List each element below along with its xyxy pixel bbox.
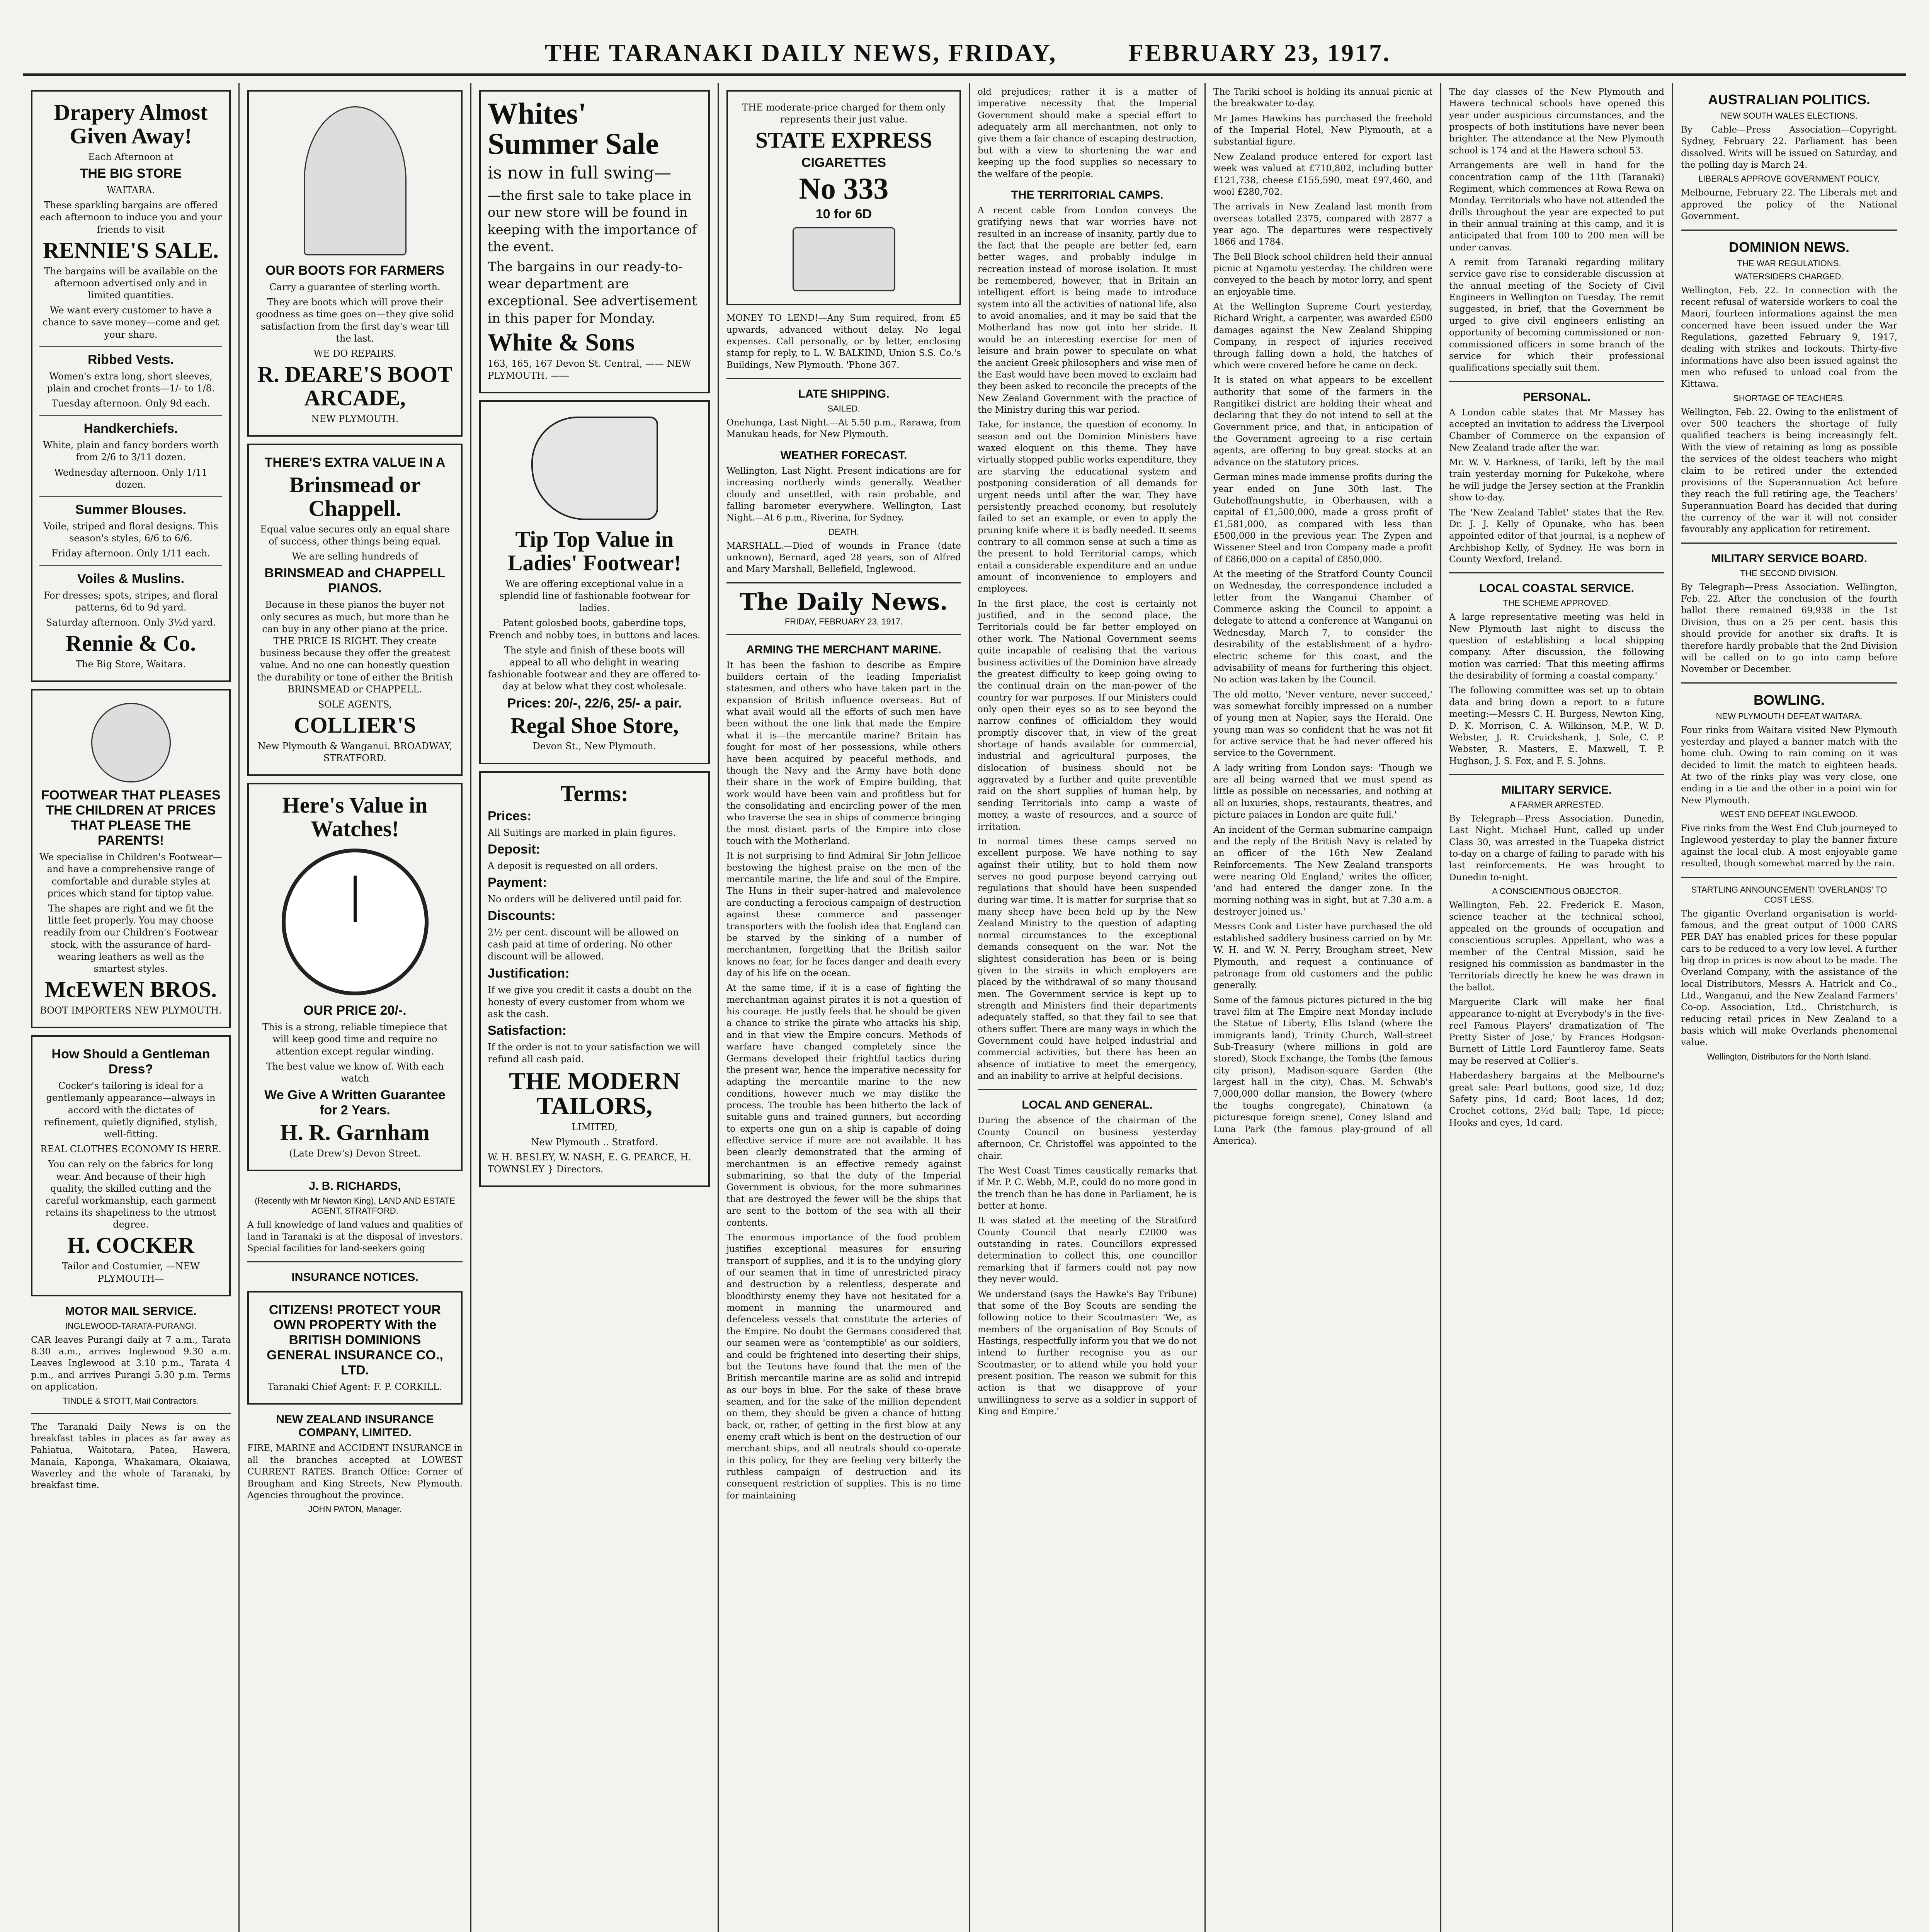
liberals-text: Melbourne, February 22. The Liberals met and approved the policy of the National Government. xyxy=(1681,188,1897,222)
west-end-head: WEST END DEFEAT INGLEWOOD. xyxy=(1720,810,1858,820)
rennie-sub: The Big Store, Waitara. xyxy=(76,659,186,670)
masthead-date: FEBRUARY 23, 1917. xyxy=(1128,39,1391,66)
terms-payment-text: No orders will be delivered until paid for. xyxy=(488,893,682,905)
news-item-8: German mines made immense profits during the year ended on June 30th last. The Gutehoffnungshutte, in Oberhausen, with a capital of £1,500,000, made a gross profit of £1,581,000, as compared with less than £500,000 in the previous year. The Zypen and Wissener Steel and Iron Company made a profit of £866,000 on a capital of £850,000. xyxy=(1213,472,1432,565)
farmer-arrested-sub: A FARMER ARRESTED. xyxy=(1510,799,1604,810)
piano-text: Equal value secures only an equal share of success, other things being equal. xyxy=(260,524,450,547)
terms-payment-label: Payment: xyxy=(488,875,547,890)
territorial-text-2: Take, for instance, the question of economy. In season and out the Dominion Ministers have waxed eloquent on this theme. They have virtually stopped public works expenditure, they are starving the educational system and postponing consideration of all demands for urgent needs until after the war. They have persistently preached economy, but resolutely failed to set an example, or even to apply the pruning knife where it is badly needed. It seems contrary to all common sense at such a time as the present to hold Territorial camps, which entail a considerable expenditure and an undue amount of inconvenience to employers and employees. xyxy=(978,420,1197,594)
whites-text-2: —the first sale to take place in our new store will be found in keeping with the importance of the event. xyxy=(488,188,697,255)
whites-ad xyxy=(479,90,710,393)
cocker-text: Cocker's tailoring is ideal for a gentlemanly appearance—always in accord with the dictates of refinement, quietly dignified, stylish, well-fitting. xyxy=(44,1080,218,1139)
news-item-10: The old motto, 'Never venture, never succeed,' was somewhat forcibly impressed on a number of young men at Napier, says the Herald. One young man was so confident that he was not fit for active service that he had never offered his service to the Government. xyxy=(1213,689,1432,759)
death-head: DEATH. xyxy=(828,527,859,537)
whites-text-3: The bargains in our ready-to-wear department are exceptional. See advertisement in this paper for Monday. xyxy=(488,259,697,326)
richards-text: A full knowledge of land values and qualities of land in Taranaki is at the disposal of investors. Special facilities for land-seekers going xyxy=(247,1220,463,1253)
watch-guarantee: We Give A Written Guarantee for 2 Years. xyxy=(264,1088,446,1118)
news-item-16: Arrangements are well in hand for the concentration camp of the 11th (Taranaki) Regiment, which commences at Rowa Rewa on Monday. Territorials who have not attended the drills throughout the year are expected to put in their annual training at this camp, and it is anticipated that from 100 to 200 men will be under canvas. xyxy=(1449,160,1664,253)
ribbed-day: Tuesday afternoon. Only 9d each. xyxy=(51,398,210,409)
tiptop-text: We are offering exceptional value in a splendid line of fashionable footwear for ladies. xyxy=(499,578,690,614)
piano-brands: BRINSMEAD and CHAPPELL PIANOS. xyxy=(264,566,446,596)
terms-justification-label: Justification: xyxy=(488,966,570,981)
repairs: WE DO REPAIRS. xyxy=(313,348,396,359)
state-cigarettes: CIGARETTES xyxy=(801,155,886,170)
column-3 xyxy=(471,83,719,1932)
marguerite-clark-text: Marguerite Clark will make her final appearance to-night at Everybody's in the five-reel Famous Players' dramatization of 'The Pretty Sister of Jose,' by Frances Hodgson-Burnett of Little Lord Fauntleroy fame. Seats may be reserved at Collier's. xyxy=(1449,997,1664,1066)
coastal-service-head: LOCAL COASTAL SERVICE. xyxy=(1479,582,1635,595)
news-item-9: At the meeting of the Stratford County Council on Wednesday, the correspondence included a letter from the Wanganui Chamber of Commerce asking the Council to appoint a delegate to attend a conference at Wanganui on Wednesday, March 7, to consider the desirability of the establishment of a hydro-electric scheme for this coast, and the advisability of means for furthering this object. No action was taken by the Council. xyxy=(1213,569,1432,685)
state-number: No 333 xyxy=(799,172,889,206)
whites-text: is now in full swing— xyxy=(488,163,672,183)
mail-sub: INGLEWOOD-TARATA-PURANGI. xyxy=(65,1321,197,1331)
nsw-head: NEW SOUTH WALES ELECTIONS. xyxy=(1721,111,1858,121)
column-8 xyxy=(1673,83,1905,1932)
news-item-17: A remit from Taranaki regarding military service gave rise to considerable discussion at the annual meeting of the Society of Civil Engineers in Wellington on Tuesday. The remit suggested, in brief, that the Government be urged to give civil engineers enlisting an opportunity of becoming commissioned or non-commissioned officers in some branch of the service for which their professional qualifications specially suit them. xyxy=(1449,257,1664,373)
haberdashery-text: Haberdashery bargains at the Melbourne's great sale: Pearl buttons, good size, 1d doz; Safety pins, 1d card; Boot laces, 1d doz; Crochet cottons, 2½d ball; Tape, 1d piece; Hooks and eyes, 1d card. xyxy=(1449,1071,1664,1128)
column-1 xyxy=(23,83,240,1932)
territorial-text-1: A recent cable from London conveys the gratifying news that war worries have not resulted in an increase of insanity, partly due to the fact that the people are better fed, earn better wages, and probably indulge in recreation instead of morose isolation. It must be remembered, however, that in Britain an intelligent effort is being made to introduce system into all the activities of national life, also to avoid anomalies, and it may be said that the Motherland has now got into her stride. It would be an interesting exercise for men of leisure and brain power to speculate on what the ancient Greek philosophers and wise men of the East would have been moved to exclaim had they been asked to reconcile the precepts of the New Zealand Government with the practice of the Ministry during this war period. xyxy=(978,205,1197,415)
cigarette-pack-icon xyxy=(793,227,895,291)
cocker-sub: Tailor and Costumier, —NEW PLYMOUTH— xyxy=(62,1261,200,1284)
rennie-sale: RENNIE'S SALE. xyxy=(43,237,219,263)
terms-prices-label: Prices: xyxy=(488,808,532,823)
modern-sub: LIMITED, xyxy=(571,1121,617,1133)
local-text-1: During the absence of the chairman of the County Council on business yesterday afternoon, Cr. Christoffel was appointed to the chair. xyxy=(978,1116,1197,1161)
nz-insurance-sig: JOHN PATON, Manager. xyxy=(308,1504,402,1514)
rennie-brand: Rennie & Co. xyxy=(66,631,196,656)
personal-text-3: The 'New Zealand Tablet' states that the Rev. Dr. J. J. Kelly of Opunake, who has been appointed editor of that journal, is a nephew of Archbishop Kelly, of Sydney. He was born in County Wexford, Ireland. xyxy=(1449,507,1664,565)
boots-title: OUR BOOTS FOR FARMERS xyxy=(265,263,444,278)
local-text-4: We understand (says the Hawke's Bay Tribune) that some of the Boy Scouts are sending the following notice to their Scoutmaster: 'We, as members of the organisation of Boy Scouts of Hastings, respectfully inform you that we do not intend to further recognise you as our Scoutmaster, or to attend while you hold your present position. The reason we submit for this action is that we disapprove of your unwillingness to serve as a soldier in support of King and Empire.' xyxy=(978,1289,1197,1417)
mail-text: CAR leaves Purangi daily at 7 a.m., Tarata 8.30 a.m., arrives Inglewood 9.30 a.m. Leaves Inglewood at 3.10 p.m., Tarata 4 p.m., and arrives Purangi 5.30 p.m. Terms on application. xyxy=(31,1335,231,1392)
cocker-text-2: You can rely on the fabrics for long wear. And because of their high quality, the skilled cutting and the careful workmanship, each garment retains its shapeliness to the utmost degree. xyxy=(45,1159,216,1230)
piano-brand-headline: Brinsmead or Chappell. xyxy=(289,472,421,521)
cocker-ad xyxy=(31,1035,231,1296)
australian-politics-head: AUSTRALIAN POLITICS. xyxy=(1708,92,1870,107)
editorial-text-3: At the same time, if it is a case of fighting the merchantman against pirates it is not a question of his courage. He justly feels that he should be given a chance to strike the pirate who attacks his ship, and in that view the Empire concurs. Methods of warfare have changed completely since the Germans developed their frightful tactics during the present war, hence the imperative necessity for adapting the mercantile marine to the new conditions, however much we may dislike the process. The trouble has been hitherto the lack of suitable guns and trained gunners, but according to experts one gun on a ship is capable of doing effective service if more are not available. It has been clearly demonstrated that the arming of merchantmen is an effective remedy against submarining, so that the duty of the Imperial Government is obvious, for the more submarines that are destroyed the fewer will be the ships that are sent to the bottom of the sea with all their contents. xyxy=(726,983,961,1228)
garnham-brand: H. R. Garnham xyxy=(280,1120,430,1145)
military-service-head: MILITARY SERVICE. xyxy=(1501,783,1612,796)
ad-body-3: We want every customer to have a chance to save money—come and get your share. xyxy=(43,305,219,340)
teachers-text: Wellington, Feb. 22. Owing to the enlistment of over 500 teachers the shortage of fully qualified teachers is being increasingly felt. With the view of retaining as long as possible the services of the oldest teachers who might claim to be retired under the extended provisions of the Superannuation Act before they reach the full retiring age, the Teachers' Superannuation Board has decided that during the currency of the war it will not consider favourably any application for retirement. xyxy=(1681,407,1897,535)
piano-intro: THERE'S EXTRA VALUE IN A xyxy=(264,455,446,470)
money-to-lend: MONEY TO LEND!—Any Sum required, from £5 upwards, advanced without delay. No legal expenses. Call personally, or by letter, enclosing stamp for reply, to L. W. BALKIND, Union S.S. Co.'s Buildings, New Plymouth. 'Phone 367. xyxy=(726,313,961,370)
terms-deposit-label: Deposit: xyxy=(488,842,540,857)
boots-text: They are boots which will prove their goodness as time goes on—they give solid satisfaction from the first day's wear till the last. xyxy=(256,297,454,344)
colliers-sub: New Plymouth & Wanganui. BROADWAY, STRATFORD. xyxy=(257,741,452,764)
overland-sig: Wellington, Distributors for the North Island. xyxy=(1707,1051,1871,1061)
local-text-3: It was stated at the meeting of the Stratford County Council that nearly £2000 was outstanding in rates. Councillors expressed determination to collect this, one councillor remarking that if farmers could not pay now they never would. xyxy=(978,1216,1197,1285)
column-2 xyxy=(240,83,471,1932)
cocker-brand: H. COCKER xyxy=(67,1233,194,1258)
personal-head: PERSONAL. xyxy=(1522,390,1591,403)
boots-sub: Carry a guarantee of sterling worth. xyxy=(269,282,441,293)
news-item-13: Messrs Cook and Lister have purchased the old established saddlery business carried on by Mr. W. H. and W. N. Perry, Brougham street, New Plymouth, and request a continuance of patronage from old customers and the public generally. xyxy=(1213,922,1432,991)
whites-title: Whites' Summer Sale xyxy=(488,97,659,160)
watersiders-head: WATERSIDERS CHARGED. xyxy=(1735,271,1844,281)
hand-text: White, plain and fancy borders worth from 2/6 to 3/11 dozen. xyxy=(43,440,219,463)
ribbed-text: Women's extra long, short sleeves, plain and crochet fronts—1/- to 1/8. xyxy=(47,371,215,394)
coastal-service-sub: THE SCHEME APPROVED. xyxy=(1503,598,1611,608)
column-5 xyxy=(970,83,1206,1932)
weather-text: Wellington, Last Night. Present indications are for increasing northerly winds generally. Weather cloudy and unsettled, with rain probable, and falling barometer everywhere. Wellington, Last Night.—At 6 p.m., Riverina, for Sydney. xyxy=(726,466,961,523)
news-item-1: The Tariki school is holding its annual picnic at the breakwater to-day. xyxy=(1213,87,1432,109)
coastal-service-text-2: The following committee was set up to obtain data and bring down a report to a future meeting:—Messrs C. H. Burgess, Newton King, D. K. Morrison, C. A. Wilkinson, M.P., W. D. Webster, J. R. Cruickshank, J. Sole, C. P. Webster, R. Masters, E. Maxwell, T. P. Hughson, J. S. Fox, and F. S. Johns. xyxy=(1449,685,1664,766)
state-top: THE moderate-price charged for them only represents their just value. xyxy=(742,102,946,125)
editorial-text-1: It has been the fashion to describe as Empire builders certain of the leading Imperialist statesmen, and others who have taken part in the expansion of British influence overseas. But of what avail would all the efforts of such men have been without the one link that made the Empire what it is—the mercantile marine? Britain has fought for most of her possessions, while others have been acquired by peaceful methods, and though the Navy and the Army have both done their share in the work of Empire building, that work would have been vain and profitless but for the consolidating and encircling power of the men who traverse the sea in ships of commerce bringing the most distant parts of the Empire into close touch with the Motherland. xyxy=(726,660,961,847)
hand-day: Wednesday afternoon. Only 1/11 dozen. xyxy=(54,467,208,490)
store-name: THE BIG STORE xyxy=(80,166,182,181)
regal-sub: Devon St., New Plymouth. xyxy=(532,741,657,752)
voile-day: Saturday afternoon. Only 3½d yard. xyxy=(46,617,216,628)
piano-text-3: Because in these pianos the buyer not only secures as much, but more than he can buy in any other piano at the price. THE PRICE IS RIGHT. They create business because they offer the greatest value. And no one can honestly question the durability or tone of either the British BRINSMEAD or CHAPPELL. xyxy=(257,599,453,695)
ribbed-title: Ribbed Vests. xyxy=(88,352,174,367)
news-item-11: A lady writing from London says: 'Though we are all being warned that we must spend as little as possible on necessaries, and nothing at all on luxuries, shops, restaurants, theatres, and picture palaces in London are quite full.' xyxy=(1213,763,1432,820)
ad-line: Each Afternoon at xyxy=(88,151,174,162)
modern-town: New Plymouth .. Stratford. xyxy=(531,1136,658,1148)
liberals-head: LIBERALS APPROVE GOVERNMENT POLICY. xyxy=(1698,174,1880,184)
richards-title: J. B. RICHARDS, xyxy=(309,1180,401,1193)
territorial-head: THE TERRITORIAL CAMPS. xyxy=(1011,188,1164,201)
editorial-cont: old prejudices; rather it is a matter of imperative necessity that the Imperial Government should make a special effort to adequately arm all merchantmen, not only to give them a fair chance of escaping destruction, but with a view to shortening the war and keeping up the food supplies so necessary to the welfare of the people. xyxy=(978,87,1197,179)
territorial-text-3: In the first place, the cost is certainly not justified, and in the second place, the Territorials could be far better employed on other work. The National Government seems quite incapable of realising that the various business activities of the Dominion have already the greatest difficulty to keep going owing to the continual drain on the man-power of the country for war purposes. If our Ministers could only open their eyes so as to see beyond the narrow confines of officialdom they would promptly discover that, in view of the great shortage of hands available for commercial, industrial and agricultural purposes, the dislocation of business should not be aggravated by a further and quite preventible raid on the short supplies of human help, by sending Territorials into camp a waste of money, a waste of resources, and a source of irritation. xyxy=(978,599,1197,832)
footwear-text: We specialise in Children's Footwear—and have a comprehensive range of comfortable and durable styles at prices which stand for tiptop value. xyxy=(39,852,222,899)
sailed-text: Onehunga, Last Night.—At 5.50 p.m., Rarawa, from Manukau heads, for New Plymouth. xyxy=(726,418,961,440)
sailed-head: SAILED. xyxy=(827,404,860,414)
terms-discounts-label: Discounts: xyxy=(488,908,556,923)
piano-text-2: We are selling hundreds of xyxy=(292,551,418,562)
garnham-sub: (Late Drew's) Devon Street. xyxy=(289,1148,421,1159)
news-item-6: At the Wellington Supreme Court yesterday, Richard Wright, a carpenter, was awarded £500 damages against the New Zealand Shipping Company, in respect of injuries received through falling down a hold, the hatches of which were covered before he came on deck. xyxy=(1213,302,1432,371)
terms-deposit-text: A deposit is requested on all orders. xyxy=(488,860,658,871)
column-4 xyxy=(719,83,970,1932)
news-item-2: Mr James Hawkins has purchased the freehold of the Imperial Hotel, New Plymouth, at a substantial figure. xyxy=(1213,113,1432,147)
mcewen-brand: McEWEN BROS. xyxy=(45,977,217,1002)
watch-title: Here's Value in Watches! xyxy=(282,793,428,842)
coastal-service-text-1: A large representative meeting was held in New Plymouth last night to discuss the question of establishing a local shipping company. After discussion, the following motion was carried: 'That this meeting affirms the desirability of forming a coastal company.' xyxy=(1449,612,1664,681)
personal-text-1: A London cable states that Mr Massey has accepted an invitation to address the Liverpool Chamber of Commerce on the expansion of New Zealand trade after the war. xyxy=(1449,407,1664,453)
chief-agent: Taranaki Chief Agent: F. P. CORKILL. xyxy=(267,1381,442,1393)
objector-text: Wellington, Feb. 22. Frederick E. Mason, science teacher at the technical school, appealed on the grounds of occupation and conscientious scruples. Appellant, who was a member of the Central Mission, said he resigned his commission as bandmaster in the Territorials directly he knew he was drawn in the ballot. xyxy=(1449,900,1664,993)
masthead xyxy=(23,27,1906,76)
deare-town: NEW PLYMOUTH. xyxy=(311,413,399,424)
richards-sub: (Recently with Mr Newton King), LAND AND ESTATE AGENT, STRATFORD. xyxy=(255,1196,455,1216)
teachers-head: SHORTAGE OF TEACHERS. xyxy=(1733,393,1845,403)
late-shipping-head: LATE SHIPPING. xyxy=(798,388,890,401)
personal-text-2: Mr. W. V. Harkness, of Tariki, left by the mail train yesterday morning for Pukekohe, where he will judge the Jersey section at the Franklin show to-day. xyxy=(1449,457,1664,503)
death-text: MARSHALL.—Died of wounds in France (date unknown), Bernard, aged 28 years, son of Alfred and Mary Marshall, Bellefield, Inglewood. xyxy=(726,541,961,575)
news-item-15: The day classes of the New Plymouth and Hawera technical schools have opened this year under auspicious circumstances, and the prospects of both institutions have never been brighter. The attendance at the New Plymouth school is 174 and at the Hawera school 53. xyxy=(1449,87,1664,156)
deare-brand: R. DEARE'S BOOT ARCADE, xyxy=(257,362,452,411)
watch-ad xyxy=(247,783,463,1171)
child-portrait-icon xyxy=(91,703,171,782)
news-item-4: The arrivals in New Zealand last month from overseas totalled 2375, compared with 2877 a year ago. The departures were respectively 1866 and 1784. xyxy=(1213,202,1432,247)
directors: W. H. BESLEY, W. NASH, E. G. PEARCE, H. TOWNSLEY } Directors. xyxy=(488,1151,691,1175)
cobbler-illustration-icon xyxy=(304,106,407,255)
bowling-sub: NEW PLYMOUTH DEFEAT WAITARA. xyxy=(1716,711,1863,721)
state-brand: STATE EXPRESS xyxy=(755,128,932,153)
cocker-real: REAL CLOTHES ECONOMY IS HERE. xyxy=(40,1144,221,1155)
ad-headline: Drapery Almost Given Away! xyxy=(54,100,208,148)
news-item-3: New Zealand produce entered for export last week was valued at £710,802, including butter £121,738, cheese £155,590, meat £97,460, and wool £280,702. xyxy=(1213,151,1432,197)
deare-ad xyxy=(247,90,463,437)
watch-text: This is a strong, reliable timepiece that will keep good time and require no attention except regular winding. xyxy=(262,1022,447,1057)
cocker-question: How Should a Gentleman Dress? xyxy=(51,1047,210,1077)
blouse-text: Voile, striped and floral designs. This season's styles, 6/6 to 6/6. xyxy=(43,521,218,544)
pocket-watch-icon xyxy=(282,849,429,995)
footwear-text-2: The shapes are right and we fit the little feet properly. You may choose readily from our Children's Footwear stock, with the assurance of hard-wearing leathers as well as the smartest styles. xyxy=(43,903,218,974)
tiptop-prices: Prices: 20/-, 22/6, 25/- a pair. xyxy=(507,696,682,711)
watch-price: OUR PRICE 20/-. xyxy=(303,1003,407,1018)
citizens-ad xyxy=(247,1291,463,1405)
msb-text: By Telegraph—Press Association. Wellington, Feb. 22. After the conclusion of the fourth ballot there remained 69,938 in the 1st Division, thus on a 25 per cent. basis this should provide for another six drafts. It is therefore hardly probable that the 2nd Division will be called on to go into camp before November or December. xyxy=(1681,582,1897,675)
column-6 xyxy=(1206,83,1441,1932)
tiptop-text-3: The style and finish of these boots will appeal to all who delight in wearing fashionable footwear and they are offered to-day at below what they cost wholesale. xyxy=(488,645,701,692)
nz-insurance-text: FIRE, MARINE and ACCIDENT INSURANCE in all the branches accepted at LOWEST CURRENT RATES. Branch Office: Corner of Brougham and King Streets, New Plymouth. Agencies throughout the province. xyxy=(247,1443,463,1500)
tiptop-ad xyxy=(479,400,710,764)
watersiders-text: Wellington, Feb. 22. In connection with the recent refusal of waterside workers to coal the Maori, fourteen informations against the men concerned have been issued under the War Regulations, gazetted February 9, 1917, dealing with strikes and lockouts. Thirty-five informations have also been issued against the men who refused to unload coal from the Kittawa. xyxy=(1681,285,1897,389)
terms-prices-text: All Suitings are marked in plain figures. xyxy=(488,827,676,838)
objector-sub: A CONSCIENTIOUS OBJECTOR. xyxy=(1492,886,1621,896)
hand-title: Handkerchiefs. xyxy=(83,421,178,436)
news-item-14: Some of the famous pictures pictured in the big travel film at The Empire next Monday include the Statue of Liberty, Ellis Island (where the immigrants land), Trinity Church, Wall-street Sub-Treasury (where millions in gold are stored), Stock Exchange, the Tombs (the famous city prison), Madison-square Garden (the largest hall in the city), Chas. M. Schwab's 7,000,000 dollar mansion, the Bowery (where the toughs congregate), Chinatown (a picturesque foreign scene), Coney Island and Luna Park (the famous play-ground of all America). xyxy=(1213,995,1432,1146)
voile-title: Voiles & Muslins. xyxy=(77,571,185,586)
daily-news-date: FRIDAY, FEBRUARY 23, 1917. xyxy=(784,616,903,626)
whites-address: 163, 165, 167 Devon St. Central, —— NEW PLYMOUTH. —— xyxy=(488,358,691,381)
news-item-5: The Bell Block school children held their annual picnic at Ngamotu yesterday. The children were conveyed to the beach by motor lorry, and spent an enjoyable time. xyxy=(1213,252,1432,297)
mcewen-ad xyxy=(31,689,231,1028)
editorial-text-2: It is not surprising to find Admiral Sir John Jellicoe bestowing the highest praise on the men of the mercantile marine, the life and soul of the Empire. The Huns in their super-hatred and malevolence are conducting a ferocious campaign of destruction against these commerce and passenger transporters with the foolish idea that England can be starved by the sinking of a number of merchantmen, forgetting that the British sailor knows no fear, for he faces danger and death every day of his life on the ocean. xyxy=(726,851,961,978)
mail-sig: TINDLE & STOTT, Mail Contractors. xyxy=(63,1396,199,1406)
dominion-news-head: DOMINION NEWS. xyxy=(1729,239,1849,255)
modern-tailors-brand: THE MODERN TAILORS, xyxy=(509,1067,680,1119)
big-store-ad xyxy=(31,90,231,682)
masthead-title: THE TARANAKI DAILY NEWS, FRIDAY, xyxy=(545,39,1057,66)
msb-sub: THE SECOND DIVISION. xyxy=(1740,568,1838,578)
msb-head: MILITARY SERVICE BOARD. xyxy=(1711,552,1867,565)
tiptop-title: Tip Top Value in Ladies' Footwear! xyxy=(507,527,682,575)
local-text-2: The West Coast Times caustically remarks that if Mr. P. C. Webb, M.P., could do no more good in the trench than he has done in Parliament, he is better at home. xyxy=(978,1165,1197,1211)
weather-head: WEATHER FORECAST. xyxy=(780,449,907,462)
whites-brand: White & Sons xyxy=(488,328,635,356)
insurance-title: INSURANCE NOTICES. xyxy=(291,1271,418,1284)
piano-ad xyxy=(247,444,463,776)
terms-discounts-text: 2½ per cent. discount will be allowed on cash paid at time of ordering. No other discount will be allowed. xyxy=(488,927,679,962)
war-regulations-head: THE WAR REGULATIONS. xyxy=(1737,258,1841,268)
store-town: WAITARA. xyxy=(106,184,155,196)
terms-title: Terms: xyxy=(560,781,629,806)
state-price: 10 for 6D xyxy=(815,207,872,222)
terms-ad xyxy=(479,771,710,1187)
local-general-head: LOCAL AND GENERAL. xyxy=(1022,1099,1153,1112)
nz-insurance-title: NEW ZEALAND INSURANCE COMPANY, LIMITED. xyxy=(276,1413,434,1439)
watch-text-2: The best value we know of. With each watch xyxy=(266,1061,444,1084)
nsw-text: By Cable—Press Association—Copyright. Sydney, February 22. Parliament has been dissolved. Writs will be issued on Saturday, and the polling day is March 24. xyxy=(1681,125,1897,170)
news-item-7: It is stated on what appears to be excellent authority that some of the farmers in the Rangitikei district are holding their wheat and declaring that they do not intend to sell at the Government price, and that, in anticipation of the Government agreeing to a rise certain agents, are offering to buy great stocks at an advance on the statutory prices. xyxy=(1213,375,1432,468)
terms-satisfaction-label: Satisfaction: xyxy=(488,1023,567,1038)
sole-agents: SOLE AGENTS, xyxy=(318,699,392,710)
ad-body-2: The bargains will be available on the afternoon advertised only and in limited quantities. xyxy=(44,265,218,301)
footwear-headline: FOOTWEAR THAT PLEASES THE CHILDREN AT PRICES THAT PLEASE THE PARENTS! xyxy=(41,788,221,848)
column-7 xyxy=(1441,83,1673,1932)
ladies-boot-icon xyxy=(531,417,658,520)
bowling-text: Four rinks from Waitara visited New Plymouth yesterday and played a banner match with the home club. Owing to rain coming on it was decided to limit the match to eighteen heads. At two of the rinks play was very close, one ending in a tie and the other in a point win for New Plymouth. xyxy=(1681,725,1897,806)
daily-news-title: The Daily News. xyxy=(740,588,948,616)
citizens-text: CITIZENS! PROTECT YOUR OWN PROPERTY With the BRITISH DOMINIONS GENERAL INSURANCE CO., LTD. xyxy=(267,1303,443,1378)
blouse-title: Summer Blouses. xyxy=(75,502,187,517)
colliers-brand: COLLIER'S xyxy=(294,713,416,738)
overland-text: The gigantic Overland organisation is world-famous, and the great output of 1000 CARS PER DAY has enabled prices for these popular cars to be reduced to a very low level. A further big drop in prices is now about to be made. The Overland Company, with the assistance of the local Distributors, Messrs A. Hatrick and Co., Ltd., Wanganui, and the New Zealand Farmers' Co-op. Association, Ltd., Christchurch, is reducing retail prices in New Zealand to a basis which will make Overlands phenomenal value. xyxy=(1681,908,1897,1048)
state-express-ad xyxy=(726,90,961,305)
mail-title: MOTOR MAIL SERVICE. xyxy=(65,1304,197,1318)
bowling-head: BOWLING. xyxy=(1754,692,1825,708)
west-end-text: Five rinks from the West End Club journeyed to Inglewood yesterday to play the banner fixture against the local club. A most enjoyable game resulted, though somewhat marred by the rain. xyxy=(1681,823,1897,869)
news-item-12: An incident of the German submarine campaign and the reply of the British Navy is related by an officer of the 16th New Zealand Reinforcements. 'The New Zealand transports were nearing Old England,' writes the officer, 'and had entered the danger zone. In the morning nothing was in sight, but at 7.30 a.m. a destroyer joined us.' xyxy=(1213,825,1432,917)
breakfast-notice: The Taranaki Daily News is on the breakfast tables in places as far away as Pahiatua, Waitotara, Patea, Hawera, Manaia, Kaponga, Whakamara, Okaiawa, Waverley and the whole of Taranaki, by breakfast time. xyxy=(31,1422,231,1491)
tiptop-text-2: Patent golosbed boots, gaberdine tops, French and nobby toes, in buttons and laces. xyxy=(488,617,701,641)
territorial-text-4: In normal times these camps served no excellent purpose. We have nothing to say against their utility, but to hold them now serves no good purpose beyond carrying out regulations that should have been suspended during war time. It is matter for surprise that so many sheep have been held up by the New Zealand Ministry to the question of adapting normal circumstances to the exceptional demands consequent on the war. Not the slightest consideration has been or is being given to the straits in which employers are placed by the withdrawal of so many thousand men. The Government service is kept up to strength and Ministers find their departments adequately staffed, so that they fail to see that others suffer. There are many ways in which the Government could have helped industrial and commercial activities, but there has been an absence of initiative to meet the emergency, and an inability to arrive at helpful decisions. xyxy=(978,836,1197,1082)
editorial-text-4: The enormous importance of the food problem justifies exceptional measures for ensuring transport of supplies, and it is to the undying glory of our seamen that in time of unrestricted piracy and destruction by a relentless, desperate and bloodthirsty enemy they have not hesitated for a moment in manning the unarmoured and defenceless vessels that constitute the arteries of the Empire. No doubt the Germans considered that our seamen were as 'contemptible' as our soldiers, and could be frightened into deserting their ships, but the Teutons have found that the men of the British mercantile marine are as solid and intrepid as our boys in blue. For the sake of these brave seamen, and for the sake of the million dependent on them, they should be given a chance of hitting back, or, rather, of getting in the first blow at any enemy craft which is bent on the destruction of our merchant ships, and all neutrals should co-operate in this policy, for they are feeling very bitterly the ruthless campaign of destruction and its consequent restriction of supplies. This is no time for maintaining xyxy=(726,1232,961,1501)
ad-body: These sparkling bargains are offered each afternoon to induce you and your friends to visit xyxy=(40,200,222,235)
terms-justification-text: If we give you credit it casts a doubt on the honesty of every customer from whom we ask the cash. xyxy=(488,984,692,1019)
farmer-arrested-text: By Telegraph—Press Association. Dunedin, Last Night. Michael Hunt, called up under Class 30, was arrested in the Tuapeka district to-day on a charge of failing to parade with his last reinforcements. He was brought to Dunedin to-night. xyxy=(1449,813,1664,883)
voile-text: For dresses; spots, stripes, and floral patterns, 6d to 9d yard. xyxy=(43,590,218,613)
overland-head: STARTLING ANNOUNCEMENT! 'OVERLANDS' TO COST LESS. xyxy=(1691,884,1887,905)
mcewen-sub: BOOT IMPORTERS NEW PLYMOUTH. xyxy=(40,1005,222,1016)
regal-brand: Regal Shoe Store, xyxy=(510,713,679,738)
editorial-head: ARMING THE MERCHANT MARINE. xyxy=(746,643,941,656)
blouse-day: Friday afternoon. Only 1/11 each. xyxy=(51,548,210,559)
terms-satisfaction-text: If the order is not to your satisfaction we will refund all cash paid. xyxy=(488,1042,701,1065)
